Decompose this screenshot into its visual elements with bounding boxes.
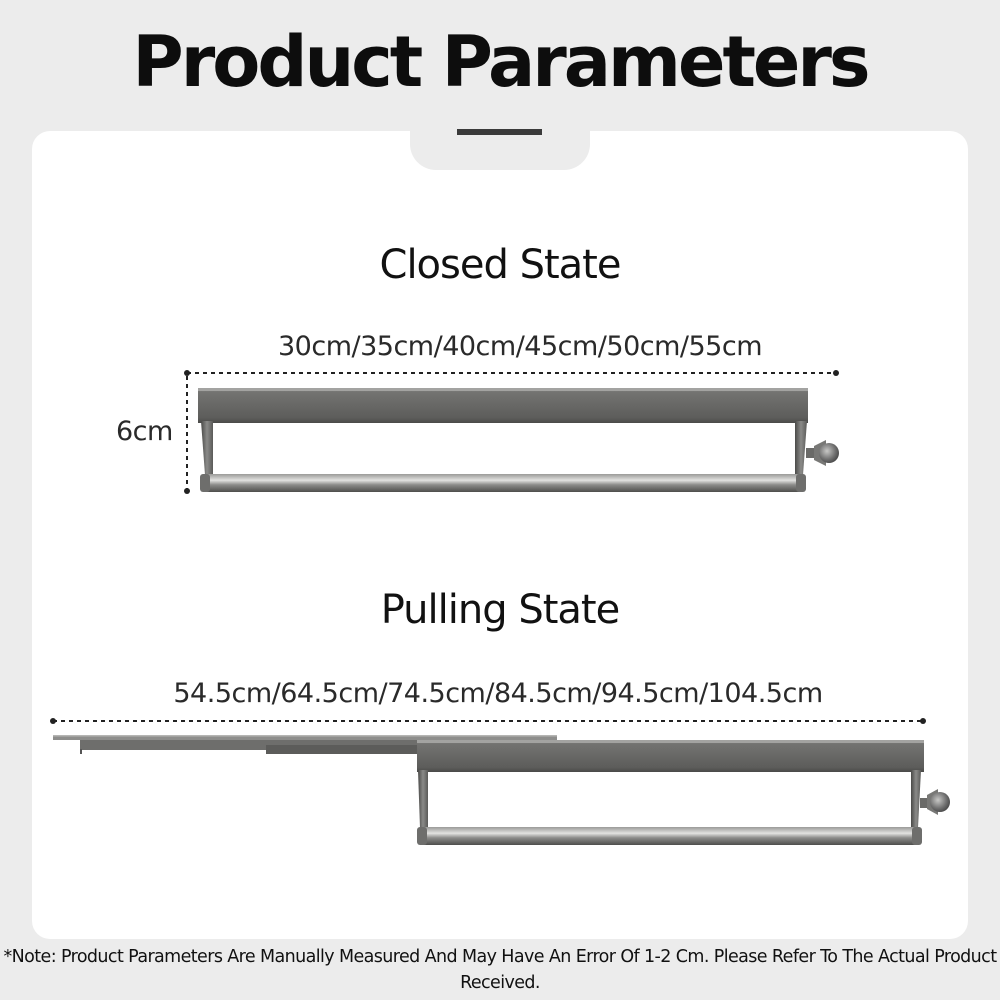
page-title: Product Parameters — [132, 21, 868, 103]
closed-width-label: 30cm/35cm/40cm/45cm/50cm/55cm — [278, 331, 762, 362]
pulling-rack — [417, 740, 924, 845]
measurement-note: *Note: Product Parameters Are Manually Measured And May Have An Error Of 1-2 Cm. Please Refer To The Actual Product Received. — [3, 947, 997, 993]
closed-state-heading: Closed State — [379, 242, 621, 288]
pulling-width-dimension-line — [50, 718, 926, 724]
pulling-width-label: 54.5cm/64.5cm/74.5cm/84.5cm/94.5cm/104.5cm — [173, 678, 823, 709]
closed-rack — [198, 388, 808, 492]
pulling-knob — [920, 789, 950, 815]
closed-width-dimension-line — [184, 370, 839, 376]
pulling-state-heading: Pulling State — [380, 587, 620, 633]
closed-height-label: 6cm — [116, 416, 173, 447]
closed-height-dimension-line — [184, 376, 190, 494]
closed-knob — [806, 440, 839, 466]
